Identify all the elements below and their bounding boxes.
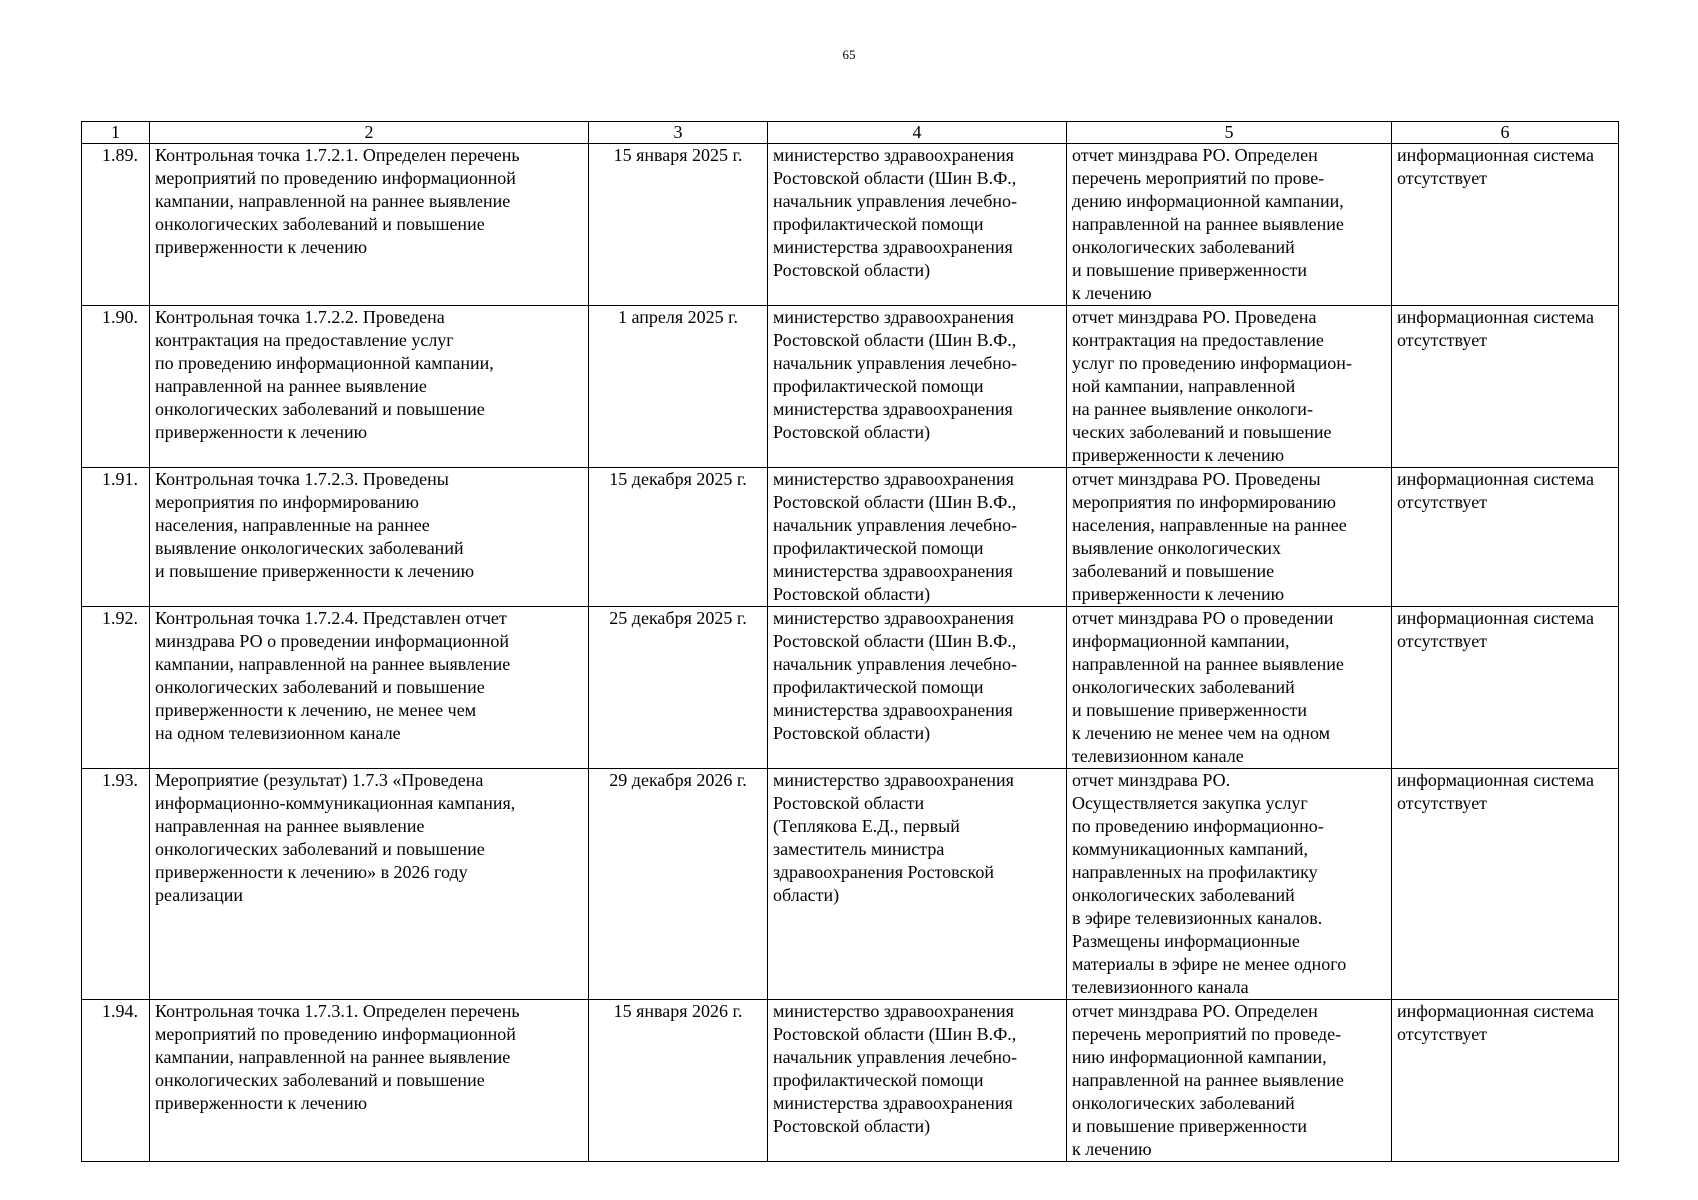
responsible-executor: министерство здравоохранения Ростовской области (Шин В.Ф., начальник управления лечебно- профилактической помощи министерства здравоохранения Ростовской области) — [768, 607, 1067, 769]
result-document: отчет минздрава РО. Определен перечень мероприятий по проведе- нию информационной кампании, направленной на раннее выявление онкологических заболеваний и повышение приверженности к лечению — [1067, 1000, 1392, 1162]
result-document: отчет минздрава РО. Определен перечень мероприятий по прове- дению информационной кампании, направленной на раннее выявление онкологических заболеваний и повышение приверженности к лечению — [1067, 144, 1392, 306]
result-document: отчет минздрава РО о проведении информационной кампании, направленной на раннее выявление онкологических заболеваний и повышение приверженности к лечению не менее чем на одном телевизионном канале — [1067, 607, 1392, 769]
row-number: 1.92. — [82, 607, 150, 769]
column-header-3: 3 — [589, 122, 768, 144]
table-row — [82, 607, 1619, 769]
row-number: 1.93. — [82, 769, 150, 1000]
result-document: отчет минздрава РО. Проведены мероприятия по информированию населения, направленные на раннее выявление онкологических заболеваний и повышение приверженности к лечению — [1067, 468, 1392, 607]
deadline-date: 15 января 2025 г. — [589, 144, 768, 306]
event-title: Контрольная точка 1.7.2.3. Проведены мероприятия по информированию населения, направленные на раннее выявление онкологических заболеваний и повышение приверженности к лечению — [150, 468, 589, 607]
column-header-1: 1 — [82, 122, 150, 144]
information-system: информационная система отсутствует — [1392, 1000, 1619, 1162]
information-system: информационная система отсутствует — [1392, 769, 1619, 1000]
information-system: информационная система отсутствует — [1392, 607, 1619, 769]
table-row — [82, 468, 1619, 607]
event-title: Контрольная точка 1.7.2.1. Определен перечень мероприятий по проведению информационной кампании, направленной на раннее выявление онкологических заболеваний и повышение приверженности к лечению — [150, 144, 589, 306]
column-header-5: 5 — [1067, 122, 1392, 144]
row-number: 1.89. — [82, 144, 150, 306]
row-number: 1.90. — [82, 306, 150, 468]
deadline-date: 25 декабря 2025 г. — [589, 607, 768, 769]
result-document: отчет минздрава РО. Осуществляется закупка услуг по проведению информационно- коммуникационных кампаний, направленных на профилактику онкологических заболеваний в эфире телевизионных каналов. Размещены информационные материалы в эфире не менее одного телевизионного канала — [1067, 769, 1392, 1000]
event-title: Контрольная точка 1.7.2.2. Проведена контрактация на предоставление услуг по проведению информационной кампании, направленной на раннее выявление онкологических заболеваний и повышение приверженности к лечению — [150, 306, 589, 468]
column-header-6: 6 — [1392, 122, 1619, 144]
row-number: 1.94. — [82, 1000, 150, 1162]
table-row — [82, 306, 1619, 468]
deadline-date: 1 апреля 2025 г. — [589, 306, 768, 468]
table-row — [82, 144, 1619, 306]
plan-table — [81, 121, 1619, 1162]
responsible-executor: министерство здравоохранения Ростовской области (Теплякова Е.Д., первый заместитель министра здравоохранения Ростовской области) — [768, 769, 1067, 1000]
deadline-date: 15 декабря 2025 г. — [589, 468, 768, 607]
event-title: Контрольная точка 1.7.2.4. Представлен отчет минздрава РО о проведении информационной кампании, направленной на раннее выявление онкологических заболеваний и повышение приверженности к лечению, не менее чем на одном телевизионном канале — [150, 607, 589, 769]
event-title: Контрольная точка 1.7.3.1. Определен перечень мероприятий по проведению информационной кампании, направленной на раннее выявление онкологических заболеваний и повышение приверженности к лечению — [150, 1000, 589, 1162]
page-number: 65 — [842, 47, 856, 62]
table-row — [82, 1000, 1619, 1162]
responsible-executor: министерство здравоохранения Ростовской области (Шин В.Ф., начальник управления лечебно- профилактической помощи министерства здравоохранения Ростовской области) — [768, 144, 1067, 306]
responsible-executor: министерство здравоохранения Ростовской области (Шин В.Ф., начальник управления лечебно- профилактической помощи министерства здравоохранения Ростовской области) — [768, 306, 1067, 468]
column-header-2: 2 — [150, 122, 589, 144]
event-title: Мероприятие (результат) 1.7.3 «Проведена информационно-коммуникационная кампания, направленная на раннее выявление онкологических заболеваний и повышение приверженности к лечению» в 2026 году реализации — [150, 769, 589, 1000]
responsible-executor: министерство здравоохранения Ростовской области (Шин В.Ф., начальник управления лечебно- профилактической помощи министерства здравоохранения Ростовской области) — [768, 468, 1067, 607]
information-system: информационная система отсутствует — [1392, 306, 1619, 468]
information-system: информационная система отсутствует — [1392, 144, 1619, 306]
row-number: 1.91. — [82, 468, 150, 607]
information-system: информационная система отсутствует — [1392, 468, 1619, 607]
deadline-date: 29 декабря 2026 г. — [589, 769, 768, 1000]
column-number-row — [82, 122, 1619, 144]
column-header-4: 4 — [768, 122, 1067, 144]
responsible-executor: министерство здравоохранения Ростовской области (Шин В.Ф., начальник управления лечебно- профилактической помощи министерства здравоохранения Ростовской области) — [768, 1000, 1067, 1162]
result-document: отчет минздрава РО. Проведена контрактация на предоставление услуг по проведению информацион- ной кампании, направленной на раннее выявление онкологи- ческих заболеваний и повышение приверженности к лечению — [1067, 306, 1392, 468]
table-row — [82, 769, 1619, 1000]
deadline-date: 15 января 2026 г. — [589, 1000, 768, 1162]
